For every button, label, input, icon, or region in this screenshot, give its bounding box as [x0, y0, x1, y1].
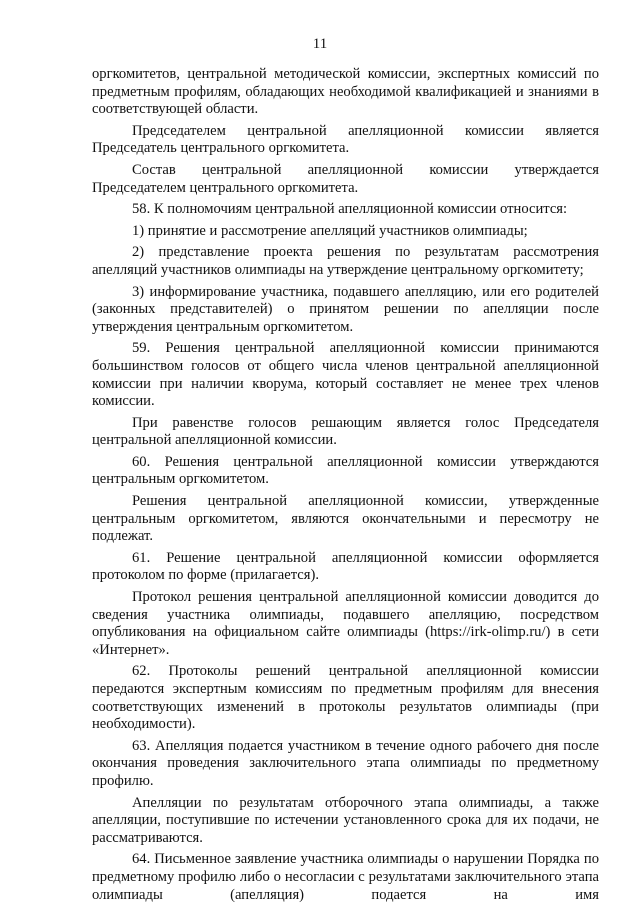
paragraph: 58. К полномочиям центральной апелляционной комиссии относится:	[132, 201, 568, 218]
paragraph: 2) представление проекта решения по результатам рассмотрения апелляций участников олимпиады на утверждение центральному оргкомитету;	[92, 244, 599, 278]
paragraph: 64. Письменное заявление участника олимпиады о нарушении Порядка по предметному профилю либо о несогласии с результатами заключительного этапа олимпиады (апелляция) подается на имя	[92, 851, 599, 903]
paragraph: Председателем центральной апелляционной комиссии является Председатель центрального оргкомитета.	[92, 122, 599, 157]
paragraph: 60. Решения центральной апелляционной комиссии утверждаются центральным оргкомитетом.	[92, 453, 599, 488]
document-body	[92, 66, 599, 904]
paragraph: 59. Решения центральной апелляционной комиссии принимаются большинством голосов от общего числа членов центральной апелляционной комиссии при наличии кворума, который составляет не менее трех членов комиссии.	[92, 340, 599, 410]
paragraph: При равенстве голосов решающим является голос Председателя центральной апелляционной комиссии.	[92, 414, 599, 449]
paragraph: Решения центральной апелляционной комиссии, утвержденные центральным оргкомитетом, являются окончательными и пересмотру не подлежат.	[92, 493, 599, 545]
paragraph: 3) информирование участника, подавшего апелляцию, или его родителей (законных представителей) о принятом решении по апелляции после утверждения центральным оргкомитетом.	[92, 283, 599, 335]
paragraph: 62. Протоколы решений центральной апелляционной комиссии передаются экспертным комиссиям по предметным профилям для внесения соответствующих изменений в протоколы результатов олимпиады (при необходимости).	[92, 663, 599, 733]
paragraph: 1) принятие и рассмотрение апелляций участников олимпиады;	[132, 222, 528, 239]
page-number: 11	[312, 36, 328, 52]
paragraph: 63. Апелляция подается участником в течение одного рабочего дня после окончания проведения заключительного этапа олимпиады по предметному профилю.	[92, 737, 599, 789]
paragraph: Состав центральной апелляционной комиссии утверждается Председателем центрального оргкомитета.	[92, 161, 599, 196]
paragraph: оргкомитетов, центральной методической комиссии, экспертных комиссий по предметным профилям, обладающих необходимой квалификацией и знаниями в соответствующей области.	[92, 66, 599, 118]
paragraph: Апелляции по результатам отборочного этапа олимпиады, а также апелляции, поступившие по истечении установленного срока для их подачи, не рассматриваются.	[92, 794, 599, 846]
paragraph: Протокол решения центральной апелляционной комиссии доводится до сведения участника олимпиады, подавшего апелляцию, посредством опубликования на официальном сайте олимпиады (https://irk-olimp.ru/) в сети «Интернет».	[92, 589, 599, 658]
paragraph: 61. Решение центральной апелляционной комиссии оформляется протоколом по форме (прилагается).	[92, 549, 599, 584]
